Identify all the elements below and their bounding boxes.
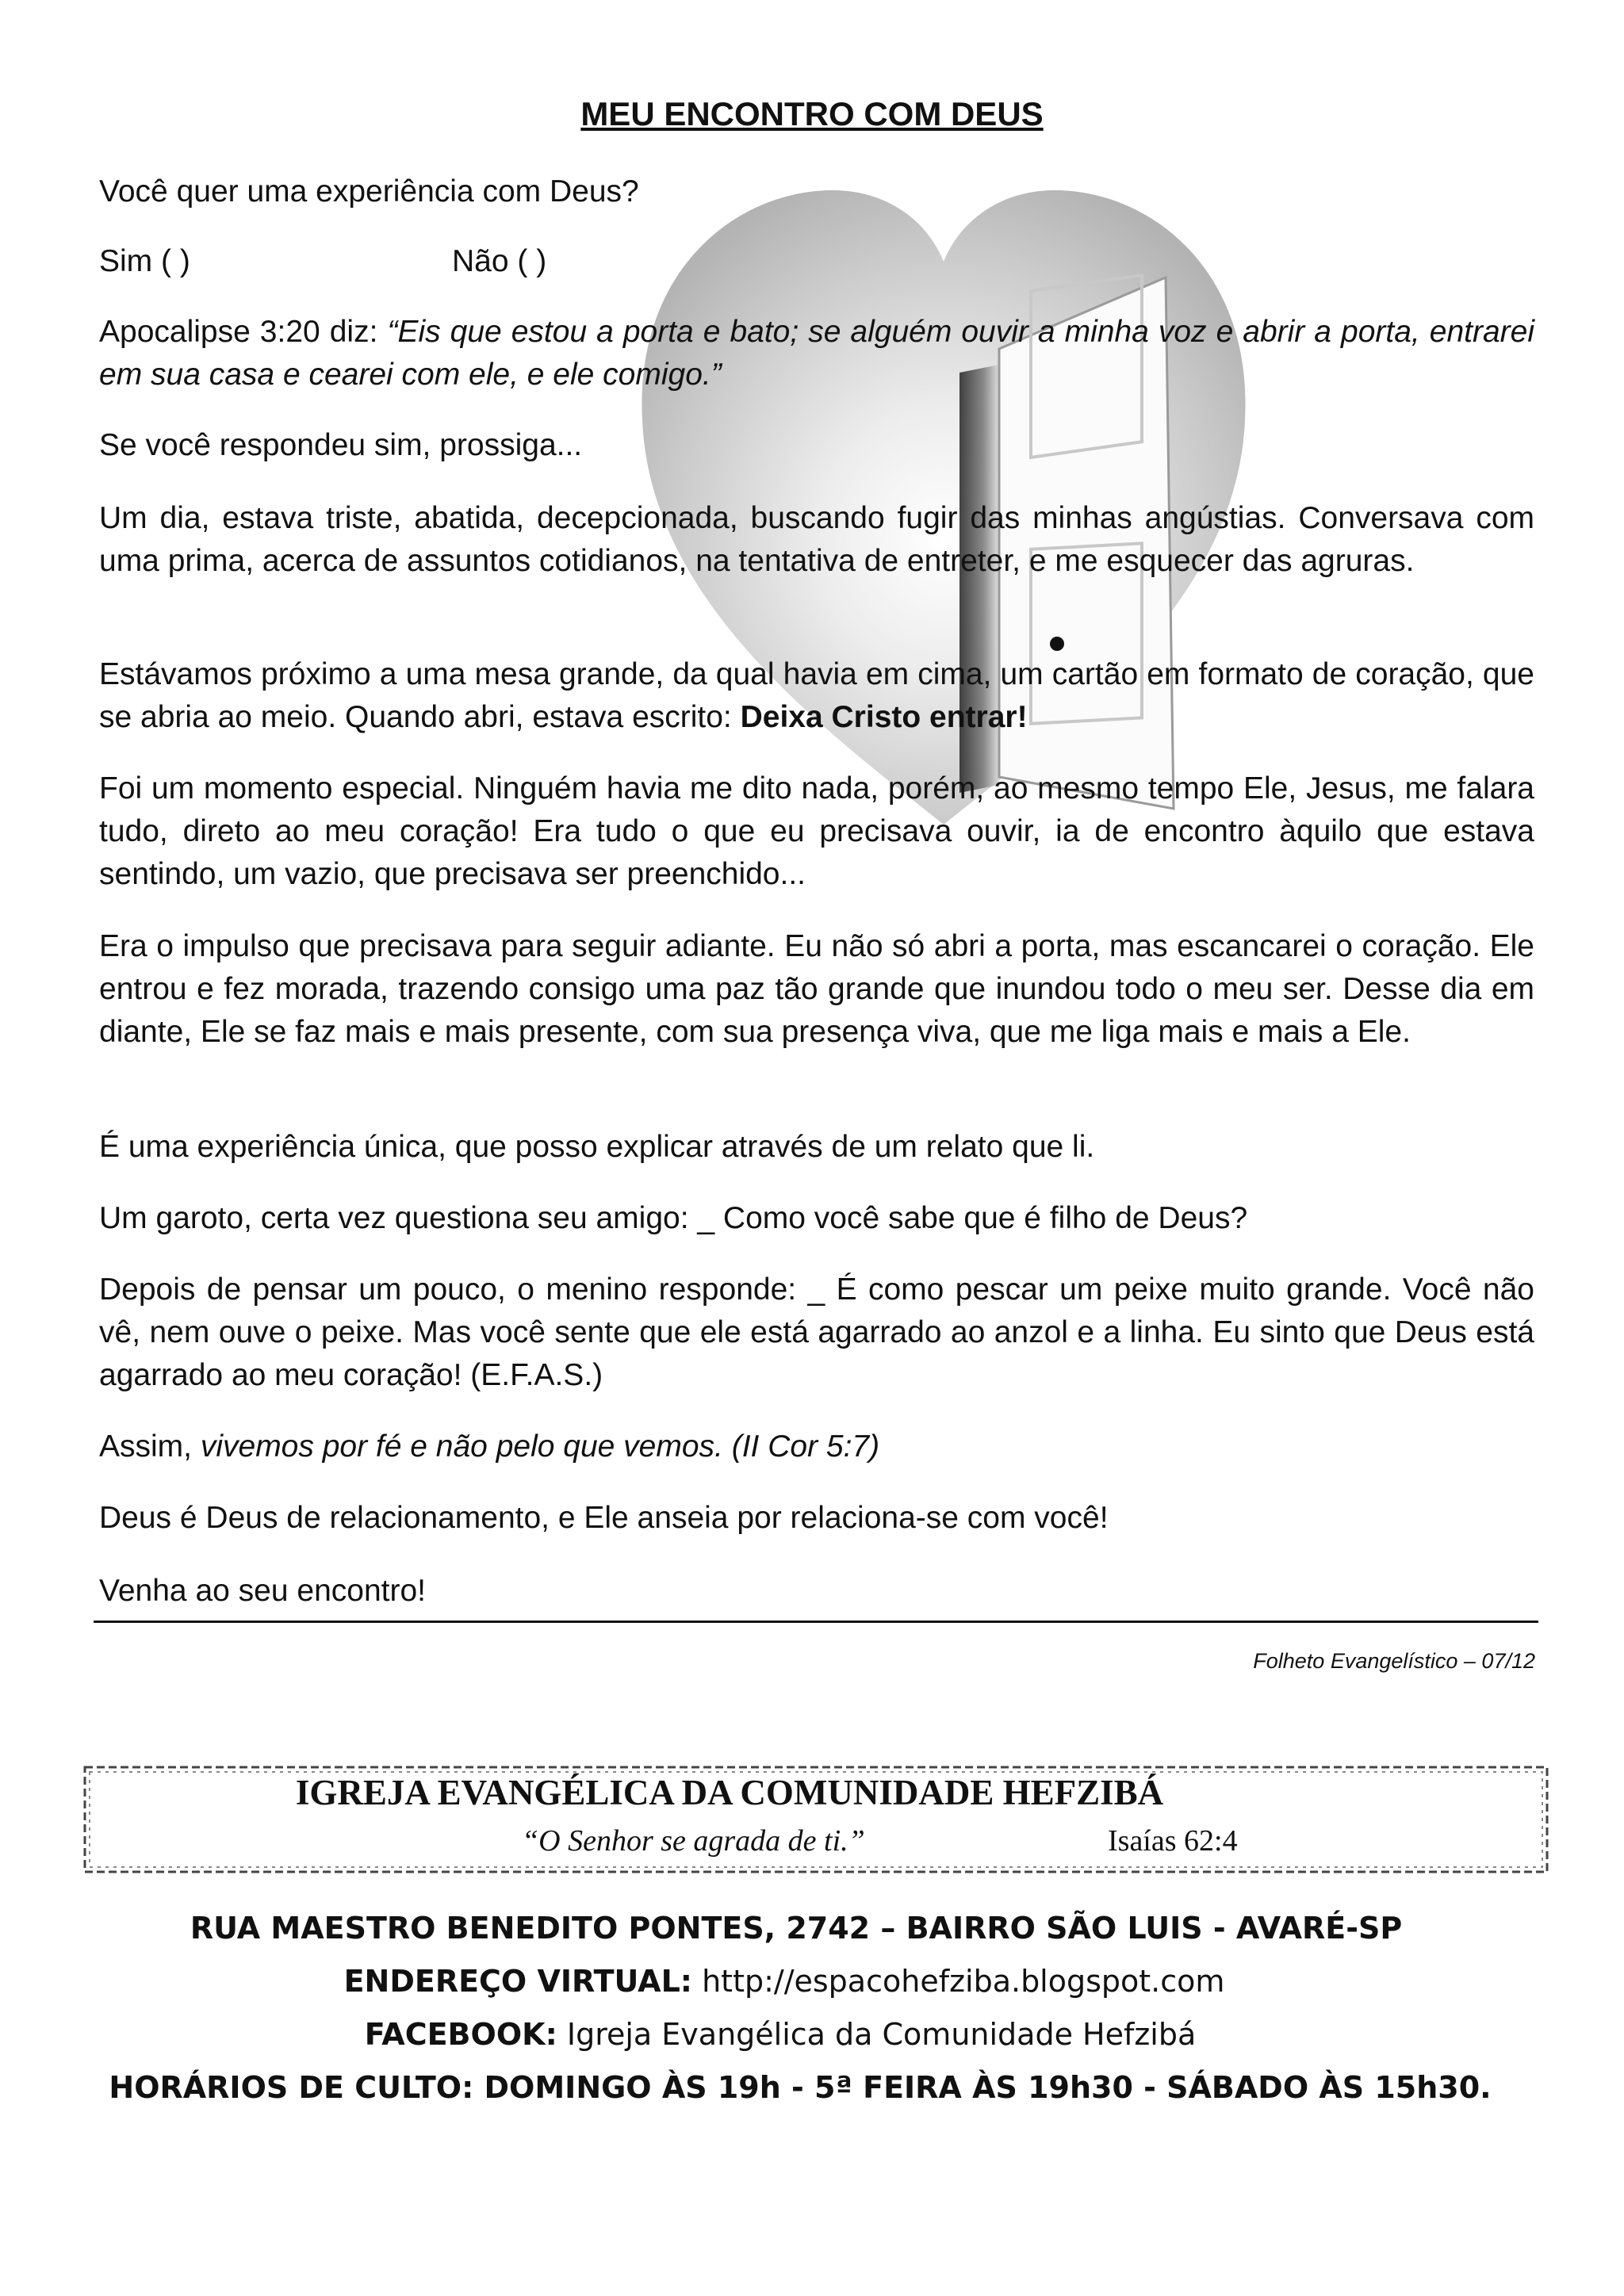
verse-paragraph — [99, 311, 1534, 396]
paragraph-2-text: Estávamos próximo a uma mesa grande, da qual havia em cima, um cartão em formato de coração, que se abria ao meio. Quando abri, estava escrito: — [99, 657, 1534, 734]
virtual-address-link[interactable]: http://espacohefziba.blogspot.com — [702, 1964, 1225, 1999]
paragraph-8 — [99, 1425, 1534, 1468]
paragraph-2 — [99, 653, 1534, 739]
paragraph-5: É uma experiência única, que posso explicar através de um relato que li. — [99, 1130, 1095, 1164]
paragraph-6: Um garoto, certa vez questiona seu amigo: _ Como você sabe que é filho de Deus? — [99, 1201, 1248, 1235]
paragraph-8-quote: vivemos por fé e não pelo que vemos. (II Cor 5:7) — [200, 1429, 880, 1464]
question-line: Você quer uma experiência com Deus? — [99, 174, 639, 209]
leaflet-id: Folheto Evangelístico – 07/12 — [1253, 1649, 1535, 1673]
paragraph-9: Deus é Deus de relacionamento, e Ele anseia por relaciona-se com você! — [99, 1501, 1109, 1535]
continue-line: Se você respondeu sim, prossiga... — [99, 428, 583, 462]
yes-option: Sim ( ) — [99, 244, 190, 278]
church-name: IGREJA EVANGÉLICA DA COMUNIDADE HEFZIBÁ — [295, 1773, 1164, 1812]
motto-reference: Isaías 62:4 — [1108, 1824, 1238, 1858]
virtual-address-line — [0, 1964, 1596, 1999]
address-text: RUA MAESTRO BENEDITO PONTES, 2742 – BAIRRO SÃO LUIS - AVARÉ-SP — [190, 1911, 1403, 1946]
facebook-line — [0, 2017, 1592, 2052]
paragraph-3: Foi um momento especial. Ninguém havia me dito nada, porém, ao mesmo tempo Ele, Jesus, me falara tudo, direto ao meu coração! Era tudo o que eu precisava ouvir, ia de encontro àquilo que estava sentindo, um vazio, que precisava ser preenchido... — [99, 771, 1534, 891]
schedule-text: HORÁRIOS DE CULTO: DOMINGO ÀS 19h - 5ª FEIRA ÀS 19h30 - SÁBADO ÀS 15h30. — [109, 2070, 1492, 2105]
paragraph-1: Um dia, estava triste, abatida, decepcionada, buscando fugir das minhas angústias. Conversava com uma prima, acerca de assuntos cotidianos, na tentativa de entreter, e me esquecer das agruras. — [99, 501, 1534, 578]
facebook-label: FACEBOOK: — [364, 2017, 557, 2052]
no-option: Não ( ) — [452, 244, 547, 278]
page-title: MEU ENCONTRO COM DEUS — [580, 95, 1044, 132]
divider-line — [94, 1621, 1538, 1623]
verse-intro: Apocalipse 3:20 diz: — [99, 315, 388, 349]
virtual-label: ENDEREÇO VIRTUAL: — [343, 1964, 692, 1999]
service-schedule — [0, 2070, 1612, 2105]
church-motto: “O Senhor se agrada de ti.” — [522, 1824, 865, 1858]
paragraph-2-bold: Deixa Cristo entrar! — [740, 700, 1028, 734]
answer-options — [99, 240, 1534, 283]
church-address — [0, 1911, 1608, 1946]
facebook-page: Igreja Evangélica da Comunidade Hefzibá — [566, 2017, 1197, 2052]
paragraph-7: Depois de pensar um pouco, o menino responde: _ É como pescar um peixe muito grande. Você não vê, nem ouve o peixe. Mas você sente que ele está agarrado ao anzol e a linha. Eu sinto que Deus está agarrado ao meu coração! (E.F.A.S.) — [99, 1272, 1534, 1392]
paragraph-8-prefix: Assim, — [99, 1429, 201, 1464]
paragraph-4: Era o impulso que precisava para seguir adiante. Eu não só abri a porta, mas escancarei o coração. Ele entrou e fez morada, trazendo consigo uma paz tão grande que inundou todo o meu ser. Desse dia em diante, Ele se faz mais e mais presente, com sua presença viva, que me liga mais e mais a Ele. — [99, 929, 1534, 1049]
paragraph-10: Venha ao seu encontro! — [99, 1574, 426, 1608]
verse-text: “Eis que estou a porta e bato; se alguém ouvir a minha voz e abrir a porta, entrarei em sua casa e cearei com ele, e ele comigo.” — [99, 315, 1534, 392]
